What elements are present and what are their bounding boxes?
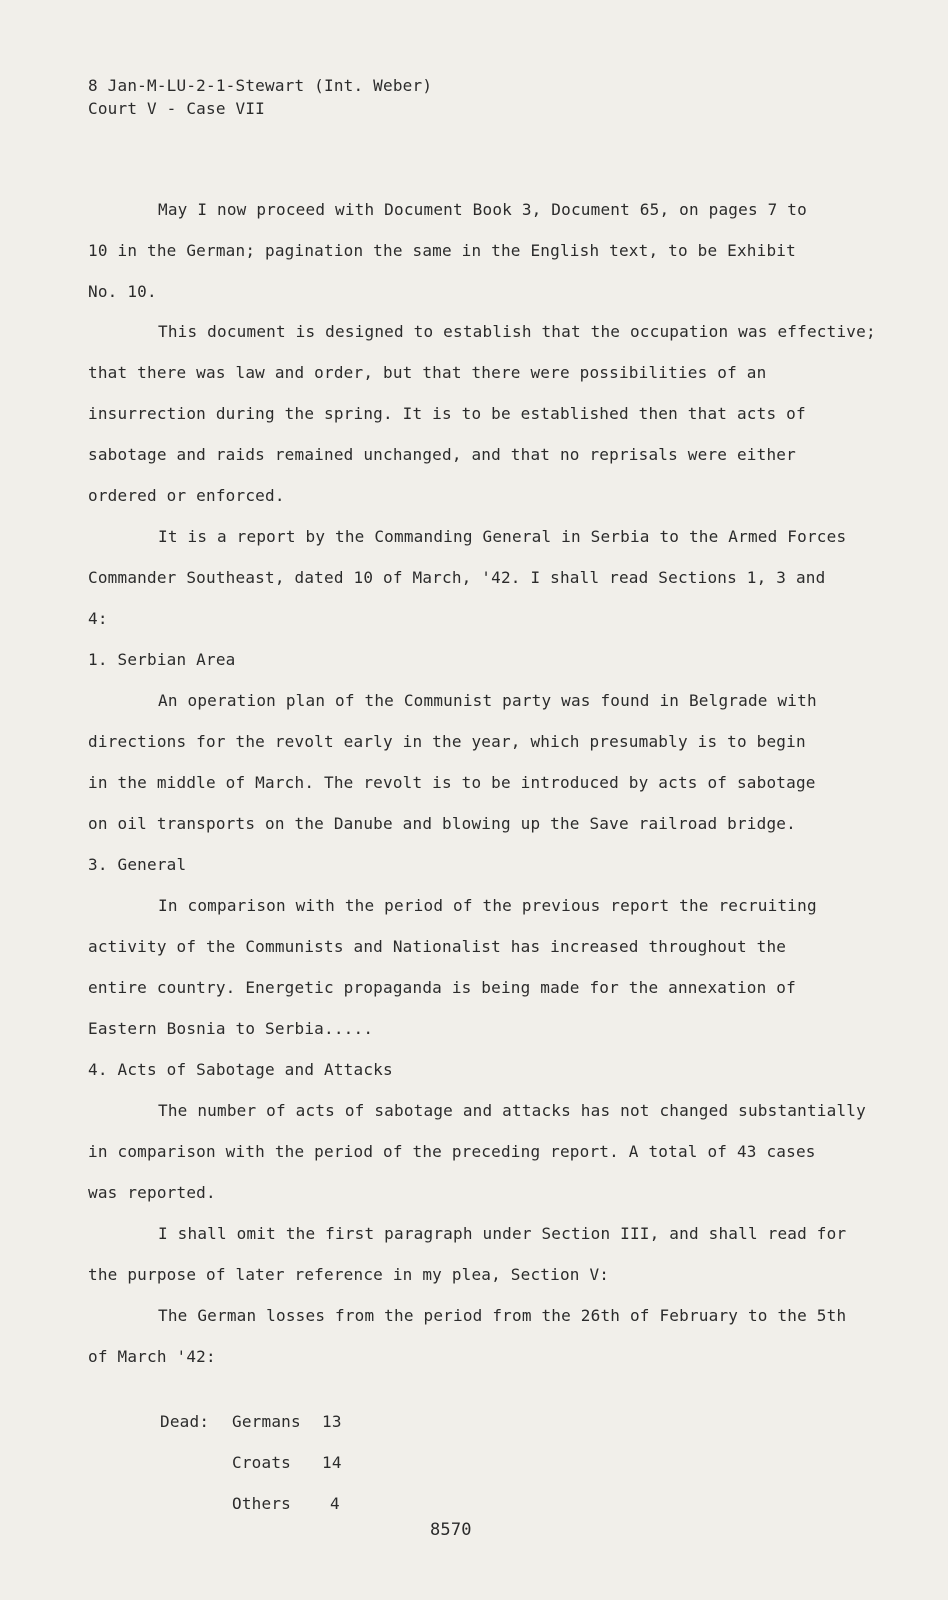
body-line: in the middle of March. The revolt is to be introduced by acts of sabotage xyxy=(88,773,816,792)
body-line: In comparison with the period of the previous report the recruiting xyxy=(158,896,817,915)
body-line: directions for the revolt early in the year, which presumably is to begin xyxy=(88,732,806,751)
losses-row xyxy=(232,1494,340,1513)
losses-row-name: Others xyxy=(232,1494,291,1513)
body-line: 4: xyxy=(88,609,108,628)
body-line: ordered or enforced. xyxy=(88,486,285,505)
section-heading: 3. General xyxy=(88,855,187,874)
body-line: An operation plan of the Communist party was found in Belgrade with xyxy=(158,691,817,710)
section-heading: 4. Acts of Sabotage and Attacks xyxy=(88,1060,393,1079)
body-line: 10 in the German; pagination the same in the English text, to be Exhibit xyxy=(88,241,796,260)
body-line: was reported. xyxy=(88,1183,216,1202)
header-line-2: Court V - Case VII xyxy=(88,99,265,118)
body-line: May I now proceed with Document Book 3, Document 65, on pages 7 to xyxy=(158,200,807,219)
body-line: sabotage and raids remained unchanged, and that no reprisals were either xyxy=(88,445,796,464)
body-line: of March '42: xyxy=(88,1347,216,1366)
losses-row xyxy=(232,1453,342,1472)
losses-row-value: 4 xyxy=(330,1494,340,1513)
losses-row-value: 14 xyxy=(322,1453,342,1472)
header-line-1: 8 Jan-M-LU-2-1-Stewart (Int. Weber) xyxy=(88,76,433,95)
body-line: insurrection during the spring. It is to be established then that acts of xyxy=(88,404,806,423)
body-line: activity of the Communists and Nationalist has increased throughout the xyxy=(88,937,787,956)
body-line: I shall omit the first paragraph under Section III, and shall read for xyxy=(158,1224,847,1243)
body-line: Eastern Bosnia to Serbia..... xyxy=(88,1019,374,1038)
section-heading: 1. Serbian Area xyxy=(88,650,236,669)
body-line: This document is designed to establish that the occupation was effective; xyxy=(158,322,876,341)
body-line: It is a report by the Commanding General in Serbia to the Armed Forces xyxy=(158,527,847,546)
losses-label: Dead: xyxy=(160,1412,210,1431)
body-line: No. 10. xyxy=(88,282,157,301)
body-line: in comparison with the period of the preceding report. A total of 43 cases xyxy=(88,1142,816,1161)
losses-row-name: Croats xyxy=(232,1453,291,1472)
body-line: the purpose of later reference in my plea, Section V: xyxy=(88,1265,610,1284)
body-line: that there was law and order, but that there were possibilities of an xyxy=(88,363,767,382)
body-line: Commander Southeast, dated 10 of March, '42. I shall read Sections 1, 3 and xyxy=(88,568,826,587)
body-line: on oil transports on the Danube and blowing up the Save railroad bridge. xyxy=(88,814,796,833)
body-line: entire country. Energetic propaganda is being made for the annexation of xyxy=(88,978,796,997)
page-number: 8570 xyxy=(430,1520,472,1540)
losses-row-name: Germans xyxy=(232,1412,301,1431)
body-line: The German losses from the period from the 26th of February to the 5th xyxy=(158,1306,847,1325)
losses-row xyxy=(232,1412,342,1431)
losses-row-value: 13 xyxy=(322,1412,342,1431)
body-line: The number of acts of sabotage and attacks has not changed substantially xyxy=(158,1101,866,1120)
